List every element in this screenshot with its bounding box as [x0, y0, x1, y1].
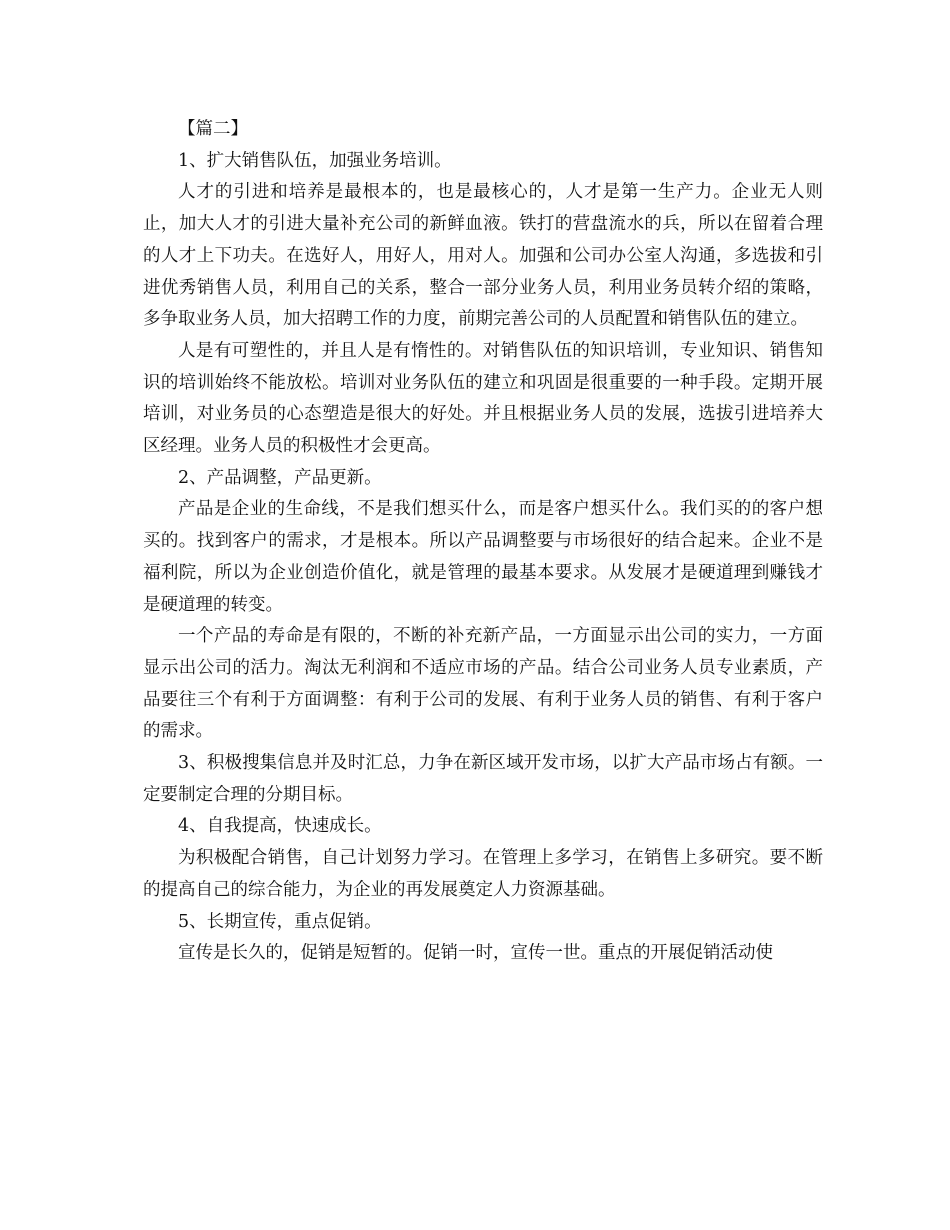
paragraph: 人是有可塑性的，并且人是有惰性的。对销售队伍的知识培训，专业知识、销售知识的培训始终不能放松。培训对业务队伍的建立和巩固是很重要的一种手段。定期开展培训，对业务员的心态塑造是很大的好处。并且根据业务人员的发展，选拔引进培养大区经理。业务人员的积极性才会更高。 — [143, 340, 823, 457]
paragraph: 人才的引进和培养是最根本的，也是最核心的，人才是第一生产力。企业无人则止，加大人才的引进大量补充公司的新鲜血液。铁打的营盘流水的兵，所以在留着合理的人才上下功夫。在选好人，用好人，用对人。加强和公司办公室人沟通，多选拔和引进优秀销售人员，利用自己的关系，整合一部分业务人员，利用业务员转介绍的策略，多争取业务人员，加大招聘工作的力度，前期完善公司的人员配置和销售队伍的建立。 — [143, 182, 823, 330]
section-heading: 【篇二】 — [178, 119, 248, 139]
paragraph: 一个产品的寿命是有限的，不断的补充新产品，一方面显示出公司的实力，一方面显示出公司的活力。淘汰无利润和不适应市场的产品。结合公司业务人员专业素质，产品要往三个有利于方面调整：有利于公司的发展、有利于业务人员的销售、有利于客户的需求。 — [143, 626, 823, 742]
item-heading-1: 1、扩大销售队伍，加强业务培训。 — [178, 150, 452, 171]
item-heading-2: 2、产品调整，产品更新。 — [178, 467, 382, 488]
document-body — [143, 114, 823, 970]
item-heading-4: 4、自我提高，快速成长。 — [178, 816, 382, 837]
paragraph: 宣传是长久的，促销是短暂的。促销一时，宣传一世。重点的开展促销活动使 — [178, 943, 773, 964]
item-heading-5: 5、长期宣传，重点促销。 — [178, 911, 382, 932]
item-heading-3: 3、积极搜集信息并及时汇总，力争在新区域开发市场，以扩大产品市场占有额。一定要制定合理的分期目标。 — [143, 753, 823, 805]
paragraph: 产品是企业的生命线，不是我们想买什么，而是客户想买什么。我们买的的客户想买的。找到客户的需求，才是根本。所以产品调整要与市场很好的结合起来。企业不是福利院，所以为企业创造价值化，就是管理的最基本要求。从发展才是硬道理到赚钱才是硬道理的转变。 — [143, 499, 823, 615]
paragraph: 为积极配合销售，自己计划努力学习。在管理上多学习，在销售上多研究。要不断的提高自己的综合能力，为企业的再发展奠定人力资源基础。 — [143, 848, 823, 900]
